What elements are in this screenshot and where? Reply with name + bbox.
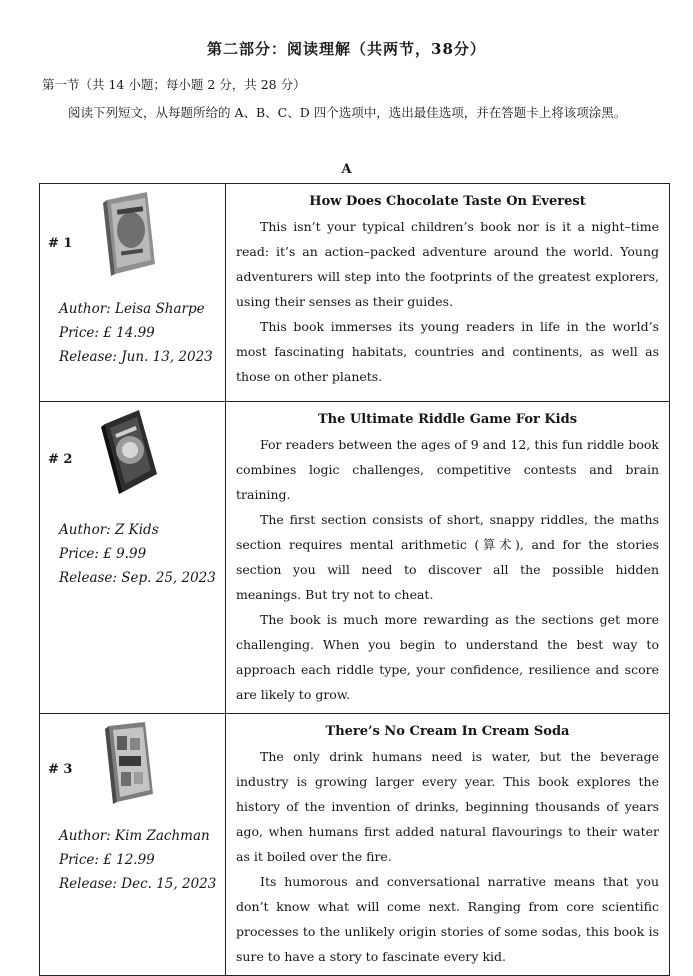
book-cover-image	[95, 408, 159, 496]
book-cover-image	[95, 190, 159, 278]
book-title: There’s No Cream In Cream Soda	[325, 724, 570, 739]
book-meta	[59, 824, 216, 896]
book-paragraph: The first section consists of short, snappy riddles, the maths section requires mental arithmetic (算术), and for the stories section you will need to discover all the possible hidden meanings. But try not to cheat.	[236, 512, 659, 602]
book-info-cell	[40, 184, 226, 402]
book-row	[40, 402, 670, 714]
book-price: Price: £ 9.99	[59, 546, 147, 562]
book-paragraph: The book is much more rewarding as the sections get more challenging. When you begin to understand the best way to approach each riddle type, your confidence, resilience and score are likely to grow.	[236, 612, 659, 702]
book-author: Author: Kim Zachman	[59, 828, 210, 844]
book-cover-image	[95, 718, 159, 806]
book-author: Author: Leisa Sharpe	[59, 301, 205, 317]
book-row	[40, 184, 670, 402]
book-paragraph: This book immerses its young readers in life in the world’s most fascinating habitats, countries and continents, as well as those on other planets.	[236, 319, 659, 384]
book-paragraph: The only drink humans need is water, but the beverage industry is growing larger every year. This book explores the history of the invention of drinks, beginning thousands of years ago, when humans first added natural flavourings to their water as it boiled over the fire.	[236, 749, 659, 864]
book-release: Release: Jun. 13, 2023	[59, 349, 213, 365]
book-author: Author: Z Kids	[59, 522, 159, 538]
book-paragraph: For readers between the ages of 9 and 12, this fun riddle book combines logic challenges, competitive contests and brain training.	[236, 437, 659, 502]
book-description-cell	[226, 184, 670, 402]
book-release: Release: Dec. 15, 2023	[59, 876, 217, 892]
book-number: # 1	[48, 236, 73, 251]
instructions: 阅读下列短文，从每题所给的 A、B、C、D 四个选项中，选出最佳选项，并在答题卡上将该项涂黑。	[68, 105, 627, 120]
section-heading: 第一节（共 14 小题；每小题 2 分，共 28 分）	[42, 77, 306, 92]
book-title: How Does Chocolate Taste On Everest	[309, 194, 586, 209]
book-table	[39, 183, 670, 976]
book-info-cell	[40, 402, 226, 714]
book-meta	[59, 297, 213, 369]
book-meta	[59, 518, 216, 590]
part-title: 第二部分：阅读理解（共两节，38分）	[207, 40, 486, 58]
book-info-cell	[40, 714, 226, 976]
book-number: # 3	[48, 762, 73, 777]
book-price: Price: £ 14.99	[59, 325, 155, 341]
book-title: The Ultimate Riddle Game For Kids	[317, 412, 578, 427]
book-description-cell	[226, 402, 670, 714]
book-paragraph: Its humorous and conversational narrative means that you don’t know what will come next. Ranging from core scientific processes to the unlikely origin stories of some sodas, this book is sure to have a story to fascinate every kid.	[236, 874, 659, 964]
book-description-cell	[226, 714, 670, 976]
book-paragraph: This isn’t your typical children’s book nor is it a night–time read: it’s an action–packed adventure around the world. Young adventurers will step into the footprints of the greatest explorers, using their senses as their guides.	[236, 219, 659, 309]
book-number: # 2	[48, 452, 73, 467]
book-price: Price: £ 12.99	[59, 852, 155, 868]
book-release: Release: Sep. 25, 2023	[59, 570, 216, 586]
book-row	[40, 714, 670, 976]
passage-label: A	[341, 162, 352, 177]
